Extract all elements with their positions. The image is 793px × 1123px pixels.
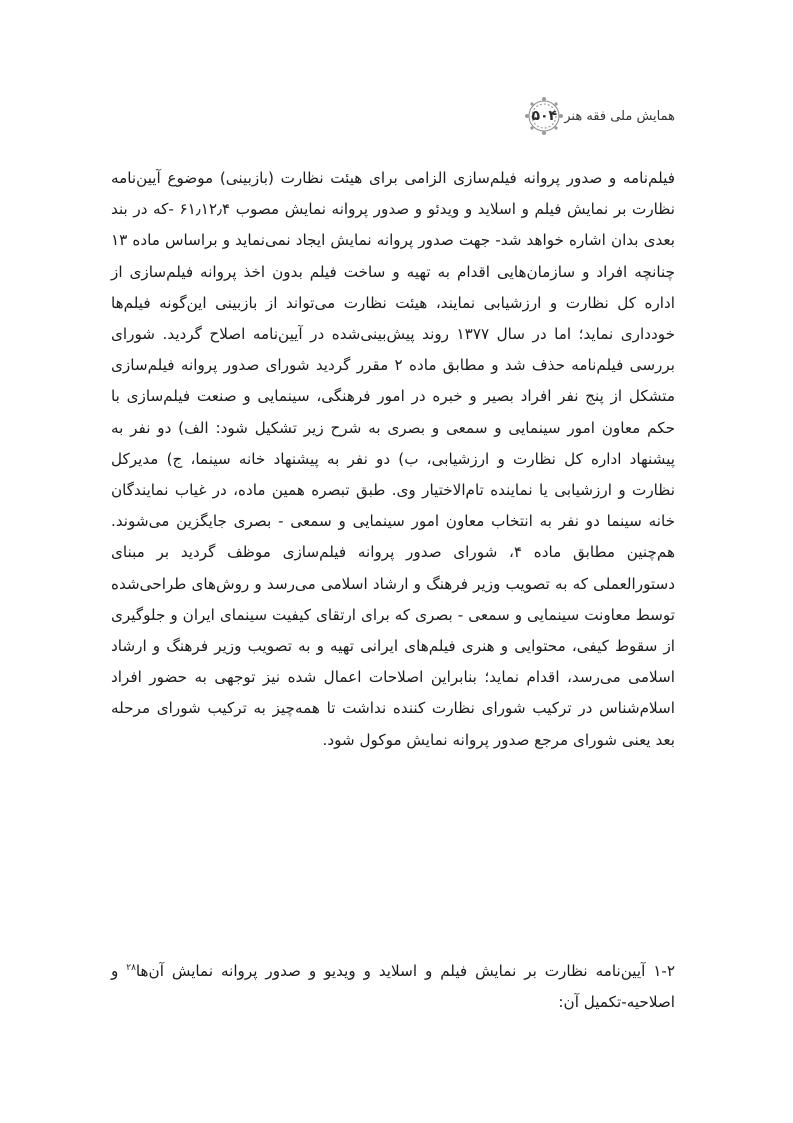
section-heading-tail: و اصلاحیه-تکمیل آن: [111,962,675,1012]
page-number: ۵۰۴ [531,108,558,124]
page-number-badge [524,96,564,136]
section-heading [111,956,675,1018]
running-title: همایش ملی فقه هنر [564,108,675,124]
body-paragraph: فیلم‌نامه و صدور پروانه فیلم‌سازی الزامی برای هیئت نظارت (بازبینی) موضوع آیین‌نامه نظارت بر نمایش فیلم و اسلاید و ویدئو و صدور پروانه نمایش مصوب ۶۱٫۱۲٫۴ -که در بند بعدی بدان اشاره خواهد شد- جهت صدور پروانه نمایش ایجاد نمی‌نماید و براساس ماده ۱۳ چنانچه افراد و سازمان‌هایی اقدام به تهیه و ساخت فیلم بدون اخذ پروانه فیلم‌سازی از اداره کل نظارت و ارزشیابی نمایند، هیئت نظارت می‌تواند از بازبینی این‌گونه فیلم‌ها خودداری نماید؛ اما در سال ۱۳۷۷ روند پیش‌بینی‌شده در آیین‌نامه اصلاح گردید. شورای بررسی فیلم‌نامه حذف شد و مطابق ماده ۲ مقرر گردید شورای صدور پروانه فیلم‌سازی متشکل از پنج نفر افراد بصیر و خبره در امور فرهنگی، سینمایی و صنعت فیلم‌سازی با حکم معاون امور سینمایی و سمعی و بصری به شرح زیر تشکیل شود: الف) دو نفر به پیشنهاد اداره کل نظارت و ارزشیابی، ب) دو نفر به پیشنهاد خانه سینما، ج) مدیرکل نظارت و ارزشیابی یا نماینده تام‌الاختیار وی. طبق تبصره همین ماده، در غیاب نمایندگان خانه سینما دو نفر به انتخاب معاون امور سینمایی و سمعی - بصری جایگزین می‌شوند. هم‌چنین مطابق ماده ۴، شورای صدور پروانه فیلم‌سازی موظف گردید بر مبنای دستورالعملی که به تصویب وزیر فرهنگ و ارشاد اسلامی می‌رسد و روش‌های طراحی‌شده توسط معاونت سینمایی و سمعی - بصری که برای ارتقای کیفیت سینمای ایران و جلوگیری از سقوط کیفی، محتوایی و هنری فیلم‌های ایرانی تهیه و به تصویب وزیر فرهنگ و ارشاد اسلامی می‌رسد، اقدام نماید؛ بنابراین اصلاحات اعمال شده نیز توجهی به حضور افراد اسلام‌شناس در ترکیب شورای نظارت کننده نداشت تا همه‌چیز به ترکیب شورای مرحله بعد یعنی شورای مرجع صدور پروانه نمایش موکول شود. [111,169,675,749]
footnote-ref[interactable]: ۲۸ [126,962,136,973]
section-heading-text: ۱-۲ آیین‌نامه نظارت بر نمایش فیلم و اسلاید و ویدیو و صدور پروانه نمایش آن‌ها [135,962,675,980]
page-header [516,96,675,136]
